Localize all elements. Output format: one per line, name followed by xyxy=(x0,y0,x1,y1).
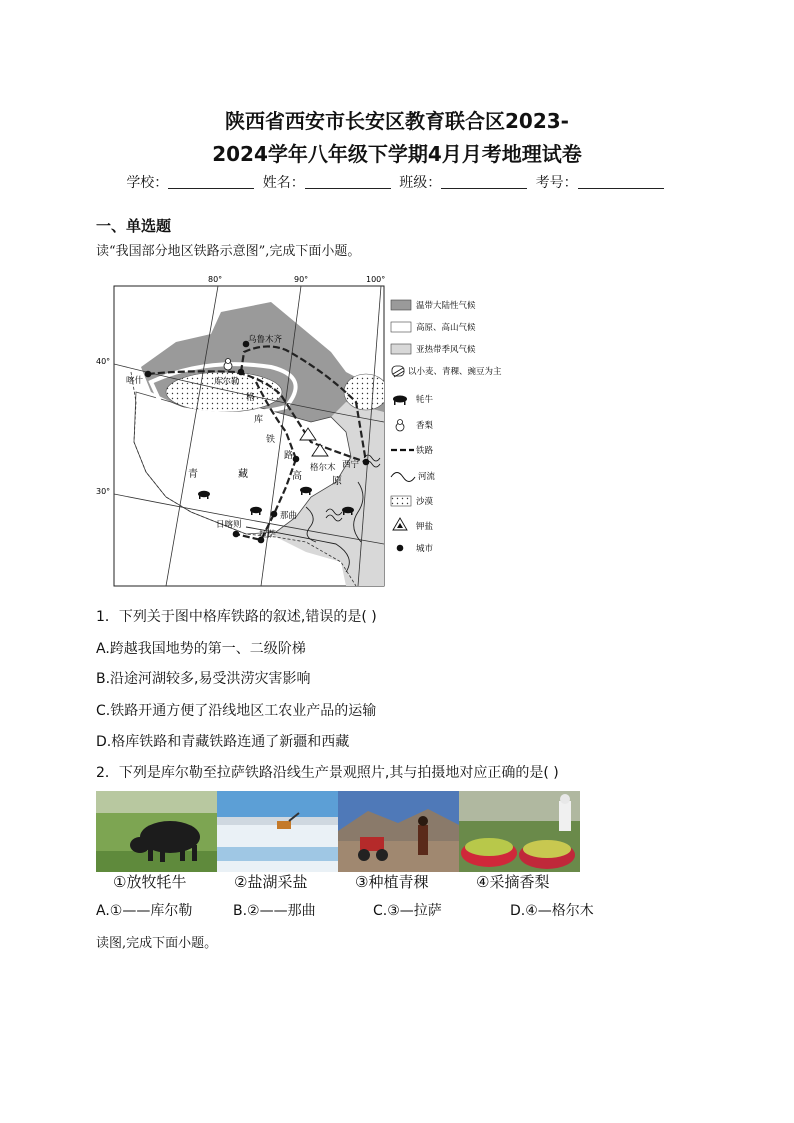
label-tie: 铁 xyxy=(266,435,276,445)
caption-salt: ②盐湖采盐 xyxy=(234,873,308,891)
question-2-option-d[interactable]: D.④—格尔木 xyxy=(510,903,594,919)
swatch-white xyxy=(391,322,411,332)
city-label-xining: 西宁 xyxy=(342,460,360,470)
question-2-option-a[interactable]: A.①——库尔勒 xyxy=(96,903,193,919)
city-label-shigatse: 日喀则 xyxy=(216,520,242,530)
desert-icon xyxy=(391,496,411,506)
city-kashgar xyxy=(145,371,152,378)
question-intro: 读“我国部分地区铁路示意图”,完成下面小题。 xyxy=(96,244,361,259)
photo-salt-lake xyxy=(217,791,338,872)
city-golmud xyxy=(293,456,300,463)
legend-label: 河流 xyxy=(418,472,436,482)
legend-label: 高原、高山气候 xyxy=(416,323,476,333)
question-2-option-c[interactable]: C.③—拉萨 xyxy=(373,903,442,919)
yak-icon xyxy=(393,396,407,406)
legend-label: 以小麦、青稞、豌豆为主 xyxy=(408,367,502,377)
city-label-golmud: 格尔木 xyxy=(310,463,336,473)
name-label: 姓名： xyxy=(262,175,305,191)
label-zang: 藏 xyxy=(238,469,248,480)
city-shigatse xyxy=(233,531,240,538)
map-legend xyxy=(391,300,502,554)
photo-yak xyxy=(96,791,217,872)
label-lu: 路 xyxy=(284,451,294,461)
city-label-nagqu: 那曲 xyxy=(280,511,298,521)
legend-label: 亚热带季风气候 xyxy=(416,345,476,355)
label-ge: 格 xyxy=(246,393,256,403)
label-40: 40° xyxy=(96,357,111,366)
city-icon xyxy=(397,545,404,552)
city-nagqu xyxy=(271,511,278,518)
legend-label: 香梨 xyxy=(416,421,434,431)
crop-icon xyxy=(392,366,404,377)
school-blank[interactable] xyxy=(168,174,254,189)
label-yuan: 原 xyxy=(332,476,342,487)
city-korla xyxy=(238,369,245,376)
exam-number-label: 考号： xyxy=(535,175,578,191)
label-80: 80° xyxy=(208,275,223,284)
question-1-option-a[interactable]: A.跨越我国地势的第一、二级阶梯 xyxy=(96,641,306,657)
label-30: 30° xyxy=(96,487,111,496)
city-label-urumqi: 乌鲁木齐 xyxy=(248,335,283,345)
legend-label: 温带大陆性气候 xyxy=(416,301,476,311)
question-2-option-b[interactable]: B.②——那曲 xyxy=(233,903,316,919)
swatch-light xyxy=(391,344,411,354)
label-100: 100° xyxy=(366,275,386,284)
student-info-row xyxy=(0,172,794,192)
label-90: 90° xyxy=(294,275,309,284)
pear-icon xyxy=(396,420,404,432)
river-icon xyxy=(391,473,415,482)
legend-label: 牦牛 xyxy=(416,395,434,405)
exam-number-blank[interactable] xyxy=(578,174,664,189)
section-title: 一、单选题 xyxy=(96,217,172,235)
question-2-stem: 2．下列是库尔勒至拉萨铁路沿线生产景观照片,其与拍摄地对应正确的是( ) xyxy=(96,765,559,781)
school-label: 学校： xyxy=(126,175,169,191)
city-label-lhasa: 拉萨 xyxy=(259,530,277,540)
legend-label: 钾盐 xyxy=(416,522,434,532)
caption-barley: ③种植青稞 xyxy=(355,873,429,891)
east-desert xyxy=(344,374,388,410)
legend-label: 城市 xyxy=(416,544,434,554)
swatch-dark xyxy=(391,300,411,310)
question-1-stem: 1．下列关于图中格库铁路的叙述,错误的是( ) xyxy=(96,609,377,625)
photo-barley xyxy=(338,791,459,872)
exam-title-line1: 陕西省西安市长安区教育联合区2023- xyxy=(225,109,569,133)
potash-icon xyxy=(393,518,407,530)
exam-title-line2: 2024学年八年级下学期4月月考地理试卷 xyxy=(212,142,582,166)
question-2-options xyxy=(96,900,696,920)
city-label-kashgar: 喀什 xyxy=(126,376,144,386)
name-blank[interactable] xyxy=(305,174,391,189)
caption-pear: ④采摘香梨 xyxy=(476,873,550,891)
class-blank[interactable] xyxy=(441,174,527,189)
label-qing: 青 xyxy=(188,469,198,480)
question-1-option-c[interactable]: C.铁路开通方便了沿线地区工农业产品的运输 xyxy=(96,703,377,719)
label-ku: 库 xyxy=(254,415,264,425)
legend-label: 铁路 xyxy=(416,446,434,456)
photo-pear xyxy=(459,791,580,872)
caption-yak: ①放牧牦牛 xyxy=(113,873,187,891)
railway-map xyxy=(96,272,516,592)
city-label-korla: 库尔勒 xyxy=(214,377,240,387)
question-1-option-b[interactable]: B.沿途河湖较多,易受洪涝灾害影响 xyxy=(96,671,311,687)
next-question-intro: 读图,完成下面小题。 xyxy=(96,936,218,951)
class-label: 班级： xyxy=(399,175,442,191)
label-gao: 高 xyxy=(292,471,302,482)
legend-label: 沙漠 xyxy=(416,497,434,507)
question-1-option-d[interactable]: D.格库铁路和青藏铁路连通了新疆和西藏 xyxy=(96,734,350,750)
